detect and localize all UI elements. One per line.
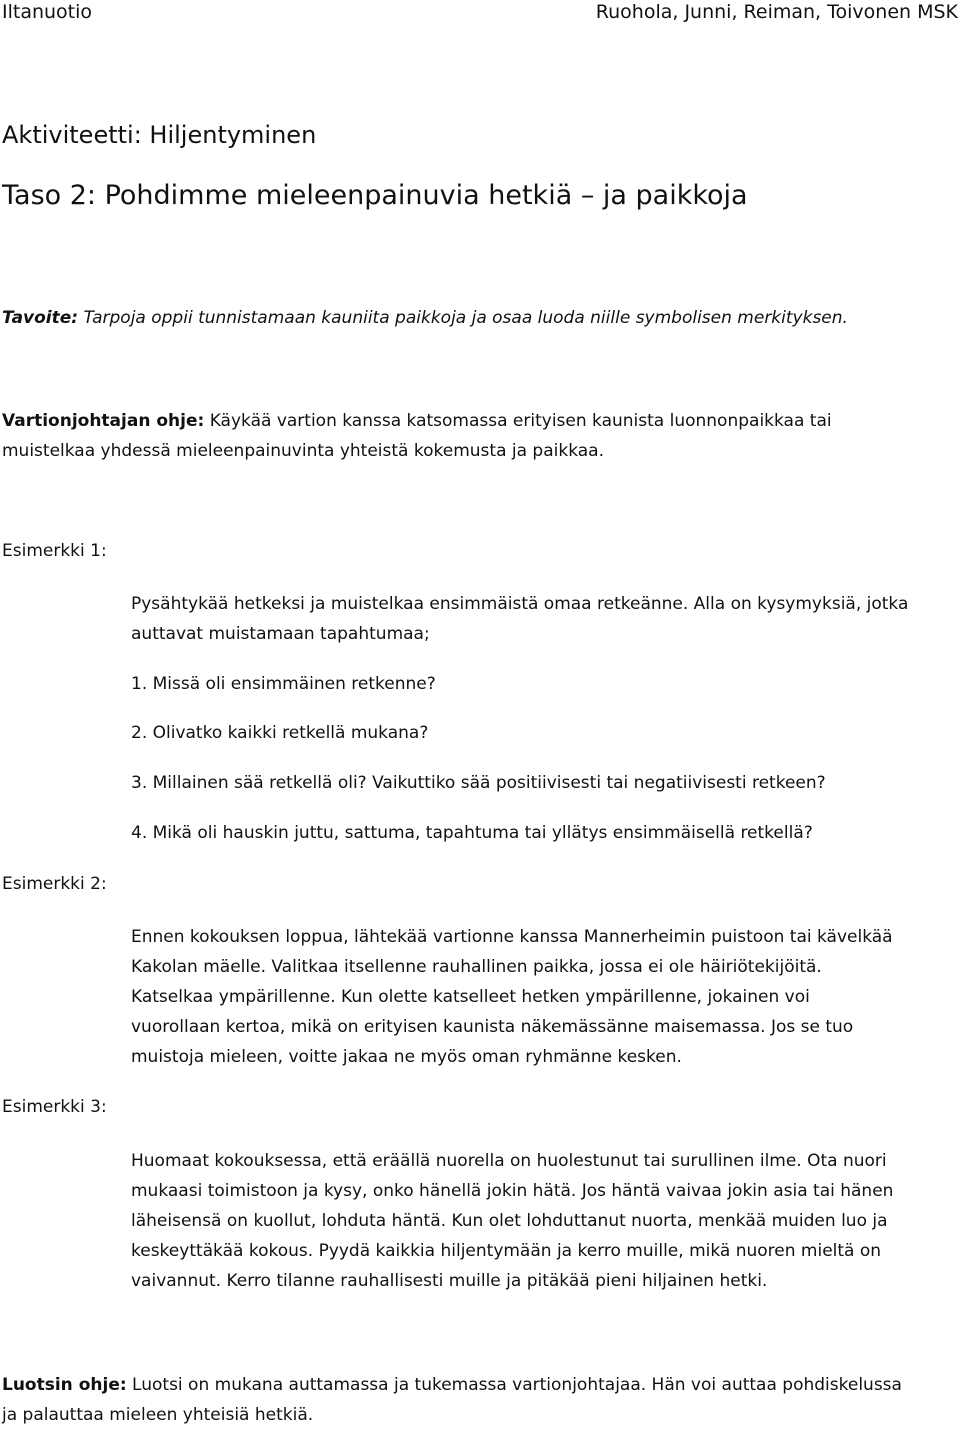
pilot-text-1: Luotsi on mukana auttamassa ja tukemassa vartionjohtajaa. Hän voi auttaa pohdiskelussa [126,1375,902,1395]
example-2-line: vuorollaan kertoa, mikä on erityisen kaunista näkemässänne maisemassa. Jos se tuo [131,1017,854,1037]
pilot-line-1 [2,1370,902,1400]
pilot-line-2: ja palauttaa mieleen yhteisiä hetkiä. [2,1405,314,1425]
question-4: 4. Mikä oli hauskin juttu, sattuma, tapahtuma tai yllätys ensimmäisellä retkellä? [131,823,813,843]
example-3-line: Huomaat kokouksessa, että eräällä nuorella on huolestunut tai surullinen ilme. Ota nuori [131,1151,887,1171]
example-1-line-2: auttavat muistamaan tapahtumaa; [131,624,430,644]
example-2-line: Kakolan mäelle. Valitkaa itsellenne rauhallinen paikka, jossa ei ole häiriötekijöitä. [131,957,822,977]
question-2: 2. Olivatko kaikki retkellä mukana? [131,723,429,743]
example-2-line: Ennen kokouksen loppua, lähtekää vartionne kanssa Mannerheimin puistoon tai kävelkää [131,927,893,947]
goal-text: Tarpoja oppii tunnistamaan kauniita paikkoja ja osaa luoda niille symbolisen merkityksen. [78,308,848,328]
example-2-paragraph [131,922,893,1072]
header-right-text: Ruohola, Junni, Reiman, Toivonen MSK [595,1,958,23]
example-2-line: muistoja mieleen, voitte jakaa ne myös oman ryhmänne kesken. [131,1047,682,1067]
example-3-paragraph [131,1146,893,1296]
pilot-instructions [2,1370,902,1430]
example-3-line: läheisensä on kuollut, lohduta häntä. Kun olet lohduttanut nuorta, menkää muiden luo ja [131,1211,888,1231]
example-3-line: keskeyttäkää kokous. Pyydä kaikkia hiljentymään ja kerro muille, mikä nuoren mieltä on [131,1241,882,1261]
example-1-intro [131,589,908,649]
header-left-text: Iltanuotio [2,1,93,23]
example-3-label: Esimerkki 3: [2,1097,107,1117]
example-3-line: mukaasi toimistoon ja kysy, onko hänellä jokin hätä. Jos häntä vaivaa jokin asia tai hänen [131,1181,894,1201]
leader-text-1: Käykää vartion kanssa katsomassa erityisen kaunista luonnonpaikkaa tai [204,411,832,431]
example-1-line-1: Pysähtykää hetkeksi ja muistelkaa ensimmäistä omaa retkeänne. Alla on kysymyksiä, jotka [131,594,909,614]
example-1-label: Esimerkki 1: [2,541,107,561]
example-2-label: Esimerkki 2: [2,874,107,894]
example-2-line: Katselkaa ympärillenne. Kun olette katselleet hetken ympärillenne, jokainen voi [131,987,810,1007]
leader-label: Vartionjohtajan ohje: [2,411,205,431]
goal-label: Tavoite: [2,308,79,328]
goal-paragraph [2,308,848,328]
leader-line-2: muistelkaa yhdessä mieleenpainuvinta yhteistä kokemusta ja paikkaa. [2,441,604,461]
page-subtitle: Taso 2: Pohdimme mieleenpainuvia hetkiä – ja paikkoja [2,180,748,211]
pilot-label: Luotsin ohje: [2,1375,127,1395]
leader-line-1 [2,406,832,436]
question-3: 3. Millainen sää retkellä oli? Vaikuttiko sää positiivisesti tai negatiivisesti retkeen? [131,773,826,793]
leader-instructions [2,406,832,466]
question-1: 1. Missä oli ensimmäinen retkenne? [131,674,436,694]
example-3-line: vaivannut. Kerro tilanne rauhallisesti muille ja pitäkää pieni hiljainen hetki. [131,1271,768,1291]
page-title: Aktiviteetti: Hiljentyminen [2,121,317,149]
